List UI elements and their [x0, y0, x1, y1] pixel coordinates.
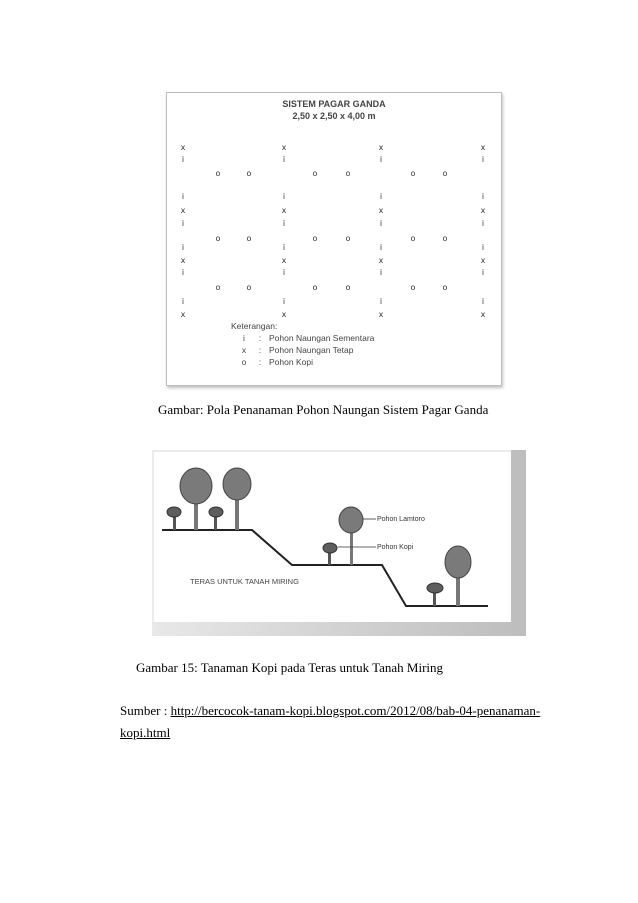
temporary-shade-tree-marker: i [181, 192, 185, 201]
legend-separator: : [258, 333, 262, 343]
temporary-shade-tree-marker: i [282, 155, 286, 164]
coffee-tree-marker: o [215, 234, 221, 243]
label-teras: TERAS UNTUK TANAH MIRING [190, 577, 299, 586]
coffee-tree-marker: o [246, 234, 252, 243]
coffee-tree-marker: o [442, 169, 448, 178]
permanent-shade-tree-marker: x [281, 310, 287, 319]
legend-text: Pohon Naungan Sementara [269, 333, 375, 343]
legend-title: Keterangan: [231, 321, 278, 331]
legend-symbol: o [241, 357, 247, 367]
source-prefix: Sumber : [120, 703, 171, 718]
temporary-shade-tree-marker: i [481, 192, 485, 201]
temporary-shade-tree-marker: i [282, 297, 286, 306]
permanent-shade-tree-marker: x [480, 143, 486, 152]
permanent-shade-tree-marker: x [180, 256, 186, 265]
coffee-plant-icon [209, 507, 223, 530]
coffee-tree-marker: o [410, 234, 416, 243]
permanent-shade-tree-marker: x [378, 310, 384, 319]
coffee-tree-marker: o [410, 169, 416, 178]
temporary-shade-tree-marker: i [282, 268, 286, 277]
legend-symbol: i [243, 333, 245, 343]
legend-separator: : [258, 345, 262, 355]
temporary-shade-tree-marker: i [181, 155, 185, 164]
coffee-tree-marker: o [410, 283, 416, 292]
legend-text: Pohon Naungan Tetap [269, 345, 354, 355]
permanent-shade-tree-marker: x [480, 206, 486, 215]
temporary-shade-tree-marker: i [282, 219, 286, 228]
label-lamtoro: Pohon Lamtoro [377, 516, 425, 523]
temporary-shade-tree-marker: i [481, 155, 485, 164]
permanent-shade-tree-marker: x [480, 310, 486, 319]
legend-separator: : [258, 357, 262, 367]
coffee-plant-icon [427, 583, 443, 606]
coffee-tree-marker: o [312, 283, 318, 292]
temporary-shade-tree-marker: i [181, 243, 185, 252]
legend-symbol: x [241, 345, 247, 355]
coffee-tree-marker: o [215, 169, 221, 178]
temporary-shade-tree-marker: i [481, 268, 485, 277]
coffee-tree-marker: o [345, 234, 351, 243]
permanent-shade-tree-marker: x [180, 310, 186, 319]
coffee-tree-marker: o [442, 283, 448, 292]
temporary-shade-tree-marker: i [282, 243, 286, 252]
permanent-shade-tree-marker: x [180, 143, 186, 152]
permanent-shade-tree-marker: x [378, 256, 384, 265]
legend-item [231, 332, 374, 344]
coffee-tree-marker: o [246, 169, 252, 178]
terrace-figure [152, 450, 511, 622]
lamtoro-tree-icon [339, 507, 363, 565]
figure-title: SISTEM PAGAR GANDA [282, 99, 386, 109]
figure2-caption: Gambar 15: Tanaman Kopi pada Teras untuk Tanah Miring [136, 660, 444, 675]
terrace-ground-line [162, 530, 488, 606]
permanent-shade-tree-marker: x [378, 143, 384, 152]
coffee-tree-marker: o [312, 169, 318, 178]
coffee-plant-icon [167, 507, 181, 530]
legend-text: Pohon Kopi [269, 357, 313, 367]
temporary-shade-tree-marker: i [181, 219, 185, 228]
source-link[interactable]: http://bercocok-tanam-kopi.blogspot.com/2012/08/bab-04-penanaman-kopi.html [120, 703, 541, 740]
legend-item [231, 344, 374, 356]
temporary-shade-tree-marker: i [379, 243, 383, 252]
permanent-shade-tree-marker: x [180, 206, 186, 215]
permanent-shade-tree-marker: x [378, 206, 384, 215]
temporary-shade-tree-marker: i [481, 243, 485, 252]
label-kopi: Pohon Kopi [377, 544, 414, 551]
coffee-tree-marker: o [345, 283, 351, 292]
permanent-shade-tree-marker: x [480, 256, 486, 265]
lamtoro-tree-icon [180, 468, 212, 530]
terrace-illustration [154, 452, 511, 622]
temporary-shade-tree-marker: i [379, 297, 383, 306]
permanent-shade-tree-marker: x [281, 206, 287, 215]
planting-pattern-figure [166, 92, 502, 386]
planting-grid [167, 93, 501, 323]
permanent-shade-tree-marker: x [281, 143, 287, 152]
temporary-shade-tree-marker: i [282, 192, 286, 201]
temporary-shade-tree-marker: i [481, 297, 485, 306]
coffee-tree-marker: o [312, 234, 318, 243]
temporary-shade-tree-marker: i [379, 219, 383, 228]
coffee-tree-marker: o [246, 283, 252, 292]
coffee-plant-icon [323, 543, 337, 565]
coffee-tree-marker: o [345, 169, 351, 178]
temporary-shade-tree-marker: i [481, 219, 485, 228]
temporary-shade-tree-marker: i [379, 192, 383, 201]
figure1-caption: Gambar: Pola Penanaman Pohon Naungan Sistem Pagar Ganda [158, 402, 489, 417]
lamtoro-tree-icon [445, 546, 471, 606]
lamtoro-tree-icon [223, 468, 251, 530]
permanent-shade-tree-marker: x [281, 256, 287, 265]
temporary-shade-tree-marker: i [379, 155, 383, 164]
source-citation [120, 700, 550, 744]
coffee-tree-marker: o [215, 283, 221, 292]
coffee-tree-marker: o [442, 234, 448, 243]
temporary-shade-tree-marker: i [379, 268, 383, 277]
legend [231, 321, 374, 368]
temporary-shade-tree-marker: i [181, 268, 185, 277]
figure-subtitle: 2,50 x 2,50 x 4,00 m [292, 111, 376, 121]
legend-item [231, 356, 374, 368]
temporary-shade-tree-marker: i [181, 297, 185, 306]
